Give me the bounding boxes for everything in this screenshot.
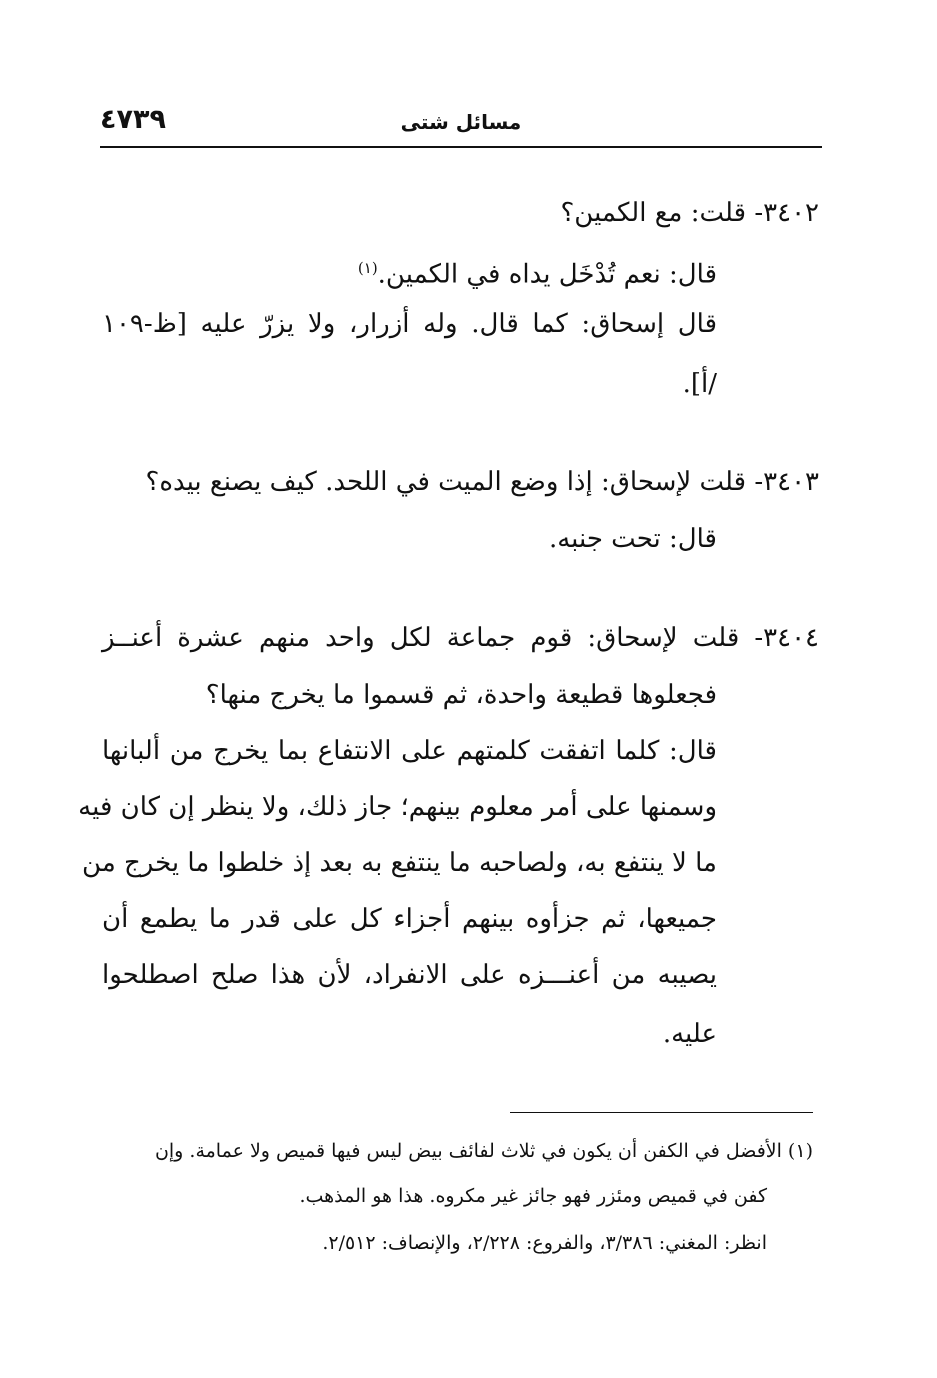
entry-3403-line-1: [146, 462, 819, 502]
entry-text: قلت: مع الكمين؟: [560, 198, 747, 228]
entry-number: ٣٤٠٤-: [754, 623, 820, 653]
entry-3404-line-1: [102, 618, 819, 658]
footnote-divider: [510, 1112, 813, 1113]
page-header: [100, 104, 822, 144]
page-number: ٤٧٣٩: [100, 104, 166, 135]
running-title: مسائل شتى: [400, 110, 522, 134]
entry-number: ٣٤٠٣-: [754, 467, 819, 497]
footnote-line-2: كفن في قميص ومئزر فهو جائز غير مكروه. هذا هو المذهب.: [299, 1185, 767, 1207]
entry-text: قلت لإسحاق: قوم جماعة لكل واحد منهم عشرة أعنــز: [102, 623, 740, 653]
footnote-line-3: انظر: المغني: ٣/٣٨٦، والفروع: ٢/٢٢٨، والإنصاف: ٢/٥١٢.: [322, 1232, 767, 1254]
entry-3403-line-2: قال: تحت جنبه.: [548, 524, 717, 554]
entry-3404-line-5: ما لا ينتفع به، ولصاحبه ما ينتفع به بعد إذ خلطوا ما يخرج من: [82, 848, 717, 878]
entry-3402-line-1: [560, 193, 819, 233]
entry-3402-line-2: [358, 248, 717, 295]
entry-text: قلت لإسحاق: إذا وضع الميت في اللحد. كيف يصنع بيده؟: [145, 467, 747, 497]
header-divider: [100, 146, 822, 148]
entry-3404-line-3: قال: كلما اتفقت كلمتهم على الانتفاع بما يخرج من ألبانها: [102, 736, 717, 766]
entry-3404-line-2: فجعلوها قطيعة واحدة، ثم قسموا ما يخرج منها؟: [205, 680, 717, 710]
entry-3404-line-4: وسمنها على أمر معلوم بينهم؛ جاز ذلك، ولا ينظر إن كان فيه: [78, 792, 717, 822]
footnote-marker: (١): [357, 259, 378, 277]
entry-number: ٣٤٠٢-: [754, 198, 819, 228]
footnote-line-1: (١) الأفضل في الكفن أن يكون في ثلاث لفائف بيض ليس فيها قميص ولا عمامة. وإن: [154, 1140, 813, 1162]
entry-text: قال: نعم تُدْخَل يداه في الكمين.: [377, 259, 717, 290]
entry-3402-line-3: قال إسحاق: كما قال. وله أزرار، ولا يزرّ عليه [ظ-١٠٩: [102, 309, 717, 339]
entry-3402-line-4: /أ].: [682, 369, 717, 399]
entry-3404-line-8: عليه.: [662, 1019, 717, 1049]
entry-3404-line-7: يصيبه من أعنـــزه على الانفراد، لأن هذا صلح اصطلحوا: [102, 960, 717, 990]
entry-3404-line-6: جميعها، ثم جزأوه بينهم أجزاء كل على قدر ما يطمع أن: [102, 904, 717, 934]
